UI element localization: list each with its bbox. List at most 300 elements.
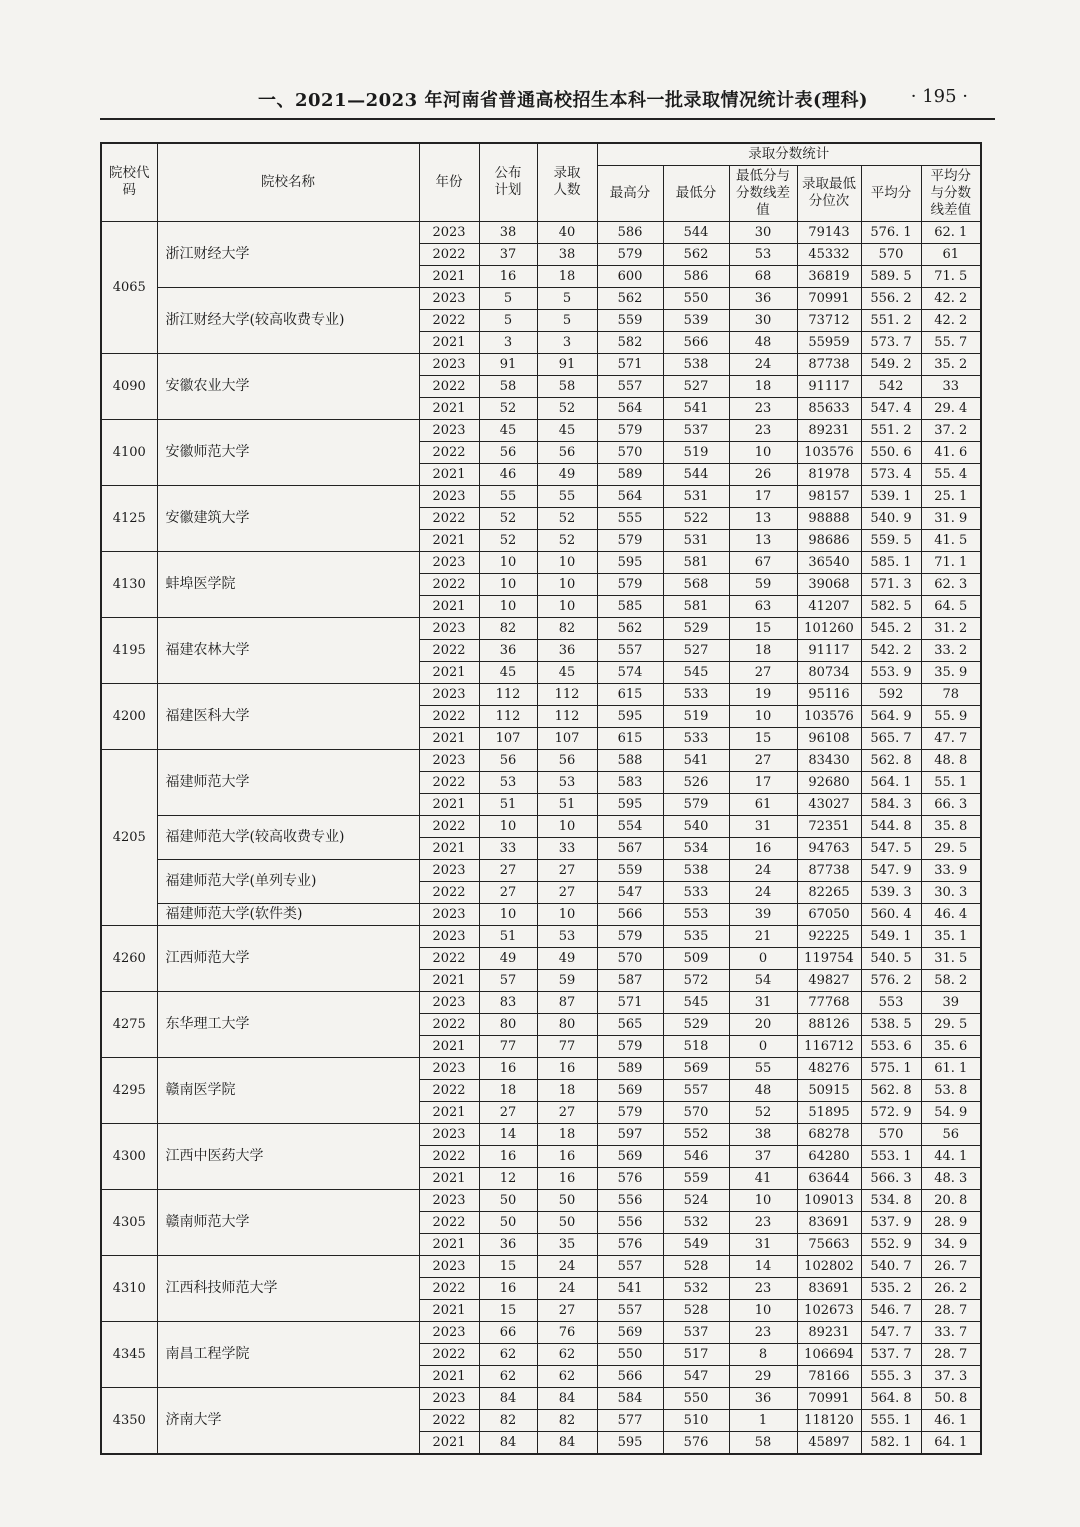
cell-min-rank: 87738 (797, 353, 861, 375)
cell-admitted: 49 (537, 947, 597, 969)
cell-avg-diff: 28. 7 (921, 1343, 981, 1365)
cell-avg-diff: 33 (921, 375, 981, 397)
cell-year: 2021 (419, 1035, 479, 1057)
cell-min-diff: 55 (729, 1057, 797, 1079)
school-name: 安徽农业大学 (157, 353, 419, 419)
cell-max: 589 (597, 463, 663, 485)
col-header-min: 最低分 (663, 165, 729, 221)
cell-min-diff: 29 (729, 1365, 797, 1387)
cell-min-rank: 77768 (797, 991, 861, 1013)
school-name: 蚌埠医学院 (157, 551, 419, 617)
cell-min-rank: 80734 (797, 661, 861, 683)
cell-min-rank: 83430 (797, 749, 861, 771)
cell-min: 550 (663, 287, 729, 309)
cell-min: 510 (663, 1409, 729, 1431)
cell-min-diff: 36 (729, 287, 797, 309)
cell-year: 2021 (419, 397, 479, 419)
cell-min: 522 (663, 507, 729, 529)
cell-avg: 562. 8 (861, 1079, 921, 1101)
cell-admitted: 27 (537, 881, 597, 903)
cell-admitted: 62 (537, 1343, 597, 1365)
cell-plan: 50 (479, 1211, 537, 1233)
school-code: 4345 (101, 1321, 157, 1387)
cell-avg: 584. 3 (861, 793, 921, 815)
cell-max: 567 (597, 837, 663, 859)
cell-min-rank: 119754 (797, 947, 861, 969)
cell-max: 579 (597, 419, 663, 441)
cell-avg-diff: 56 (921, 1123, 981, 1145)
cell-max: 585 (597, 595, 663, 617)
cell-min-diff: 15 (729, 727, 797, 749)
cell-max: 579 (597, 925, 663, 947)
cell-max: 550 (597, 1343, 663, 1365)
cell-max: 574 (597, 661, 663, 683)
table-row (101, 551, 981, 573)
table-row (101, 749, 981, 771)
cell-admitted: 24 (537, 1255, 597, 1277)
cell-avg-diff: 29. 5 (921, 1013, 981, 1035)
cell-max: 555 (597, 507, 663, 529)
cell-min: 538 (663, 859, 729, 881)
cell-plan: 82 (479, 1409, 537, 1431)
cell-min: 538 (663, 353, 729, 375)
cell-min: 532 (663, 1211, 729, 1233)
cell-max: 587 (597, 969, 663, 991)
cell-avg-diff: 55. 7 (921, 331, 981, 353)
cell-min-rank: 98157 (797, 485, 861, 507)
cell-plan: 37 (479, 243, 537, 265)
cell-avg: 592 (861, 683, 921, 705)
table-row (101, 1057, 981, 1079)
cell-min: 550 (663, 1387, 729, 1409)
cell-admitted: 84 (537, 1387, 597, 1409)
cell-plan: 45 (479, 661, 537, 683)
cell-avg-diff: 31. 5 (921, 947, 981, 969)
cell-year: 2021 (419, 969, 479, 991)
cell-admitted: 38 (537, 243, 597, 265)
cell-plan: 27 (479, 881, 537, 903)
cell-plan: 10 (479, 595, 537, 617)
cell-min-rank: 118120 (797, 1409, 861, 1431)
cell-min-rank: 91117 (797, 639, 861, 661)
cell-year: 2023 (419, 1123, 479, 1145)
school-name: 东华理工大学 (157, 991, 419, 1057)
cell-min-rank: 101260 (797, 617, 861, 639)
table-row (101, 221, 981, 243)
cell-plan: 15 (479, 1255, 537, 1277)
cell-year: 2023 (419, 683, 479, 705)
cell-min-rank: 92680 (797, 771, 861, 793)
cell-avg-diff: 28. 7 (921, 1299, 981, 1321)
cell-avg-diff: 71. 5 (921, 265, 981, 287)
cell-min: 518 (663, 1035, 729, 1057)
cell-plan: 107 (479, 727, 537, 749)
cell-admitted: 5 (537, 287, 597, 309)
cell-min-rank: 68278 (797, 1123, 861, 1145)
header-rule (100, 118, 995, 120)
cell-year: 2022 (419, 375, 479, 397)
cell-min-rank: 70991 (797, 287, 861, 309)
cell-admitted: 52 (537, 507, 597, 529)
cell-min-rank: 94763 (797, 837, 861, 859)
cell-avg-diff: 26. 2 (921, 1277, 981, 1299)
cell-max: 582 (597, 331, 663, 353)
cell-min-rank: 49827 (797, 969, 861, 991)
cell-admitted: 24 (537, 1277, 597, 1299)
cell-admitted: 77 (537, 1035, 597, 1057)
cell-admitted: 50 (537, 1211, 597, 1233)
cell-min-diff: 58 (729, 1431, 797, 1454)
cell-max: 569 (597, 1145, 663, 1167)
col-header-max: 最高分 (597, 165, 663, 221)
cell-min: 549 (663, 1233, 729, 1255)
cell-admitted: 10 (537, 903, 597, 925)
cell-plan: 33 (479, 837, 537, 859)
cell-year: 2023 (419, 617, 479, 639)
cell-min: 528 (663, 1299, 729, 1321)
cell-min-diff: 13 (729, 507, 797, 529)
cell-avg-diff: 33. 9 (921, 859, 981, 881)
cell-avg-diff: 62. 1 (921, 221, 981, 243)
cell-year: 2021 (419, 265, 479, 287)
cell-avg-diff: 64. 1 (921, 1431, 981, 1454)
cell-max: 576 (597, 1167, 663, 1189)
table-row (101, 1321, 981, 1343)
cell-max: 579 (597, 573, 663, 595)
cell-plan: 112 (479, 705, 537, 727)
table-row (101, 419, 981, 441)
cell-avg-diff: 42. 2 (921, 287, 981, 309)
cell-admitted: 53 (537, 771, 597, 793)
cell-admitted: 36 (537, 639, 597, 661)
cell-max: 595 (597, 551, 663, 573)
cell-plan: 49 (479, 947, 537, 969)
cell-max: 577 (597, 1409, 663, 1431)
cell-avg-diff: 37. 3 (921, 1365, 981, 1387)
school-name: 福建师范大学 (157, 749, 419, 815)
cell-avg: 575. 1 (861, 1057, 921, 1079)
cell-plan: 14 (479, 1123, 537, 1145)
cell-min-rank: 55959 (797, 331, 861, 353)
cell-plan: 66 (479, 1321, 537, 1343)
cell-avg-diff: 66. 3 (921, 793, 981, 815)
cell-admitted: 56 (537, 749, 597, 771)
cell-avg-diff: 71. 1 (921, 551, 981, 573)
page-number: · 195 · (910, 86, 968, 107)
cell-plan: 56 (479, 749, 537, 771)
table-row (101, 991, 981, 1013)
cell-plan: 16 (479, 1057, 537, 1079)
cell-min-diff: 0 (729, 1035, 797, 1057)
school-code: 4300 (101, 1123, 157, 1189)
cell-avg: 564. 1 (861, 771, 921, 793)
cell-year: 2021 (419, 1101, 479, 1123)
cell-year: 2023 (419, 903, 479, 925)
cell-min-diff: 36 (729, 1387, 797, 1409)
cell-plan: 51 (479, 793, 537, 815)
cell-plan: 16 (479, 265, 537, 287)
cell-max: 562 (597, 617, 663, 639)
cell-avg-diff: 39 (921, 991, 981, 1013)
cell-avg-diff: 47. 7 (921, 727, 981, 749)
cell-year: 2022 (419, 771, 479, 793)
cell-avg: 582. 1 (861, 1431, 921, 1454)
cell-min-diff: 19 (729, 683, 797, 705)
cell-avg: 547. 4 (861, 397, 921, 419)
cell-avg: 540. 5 (861, 947, 921, 969)
cell-min-diff: 48 (729, 331, 797, 353)
cell-min-diff: 67 (729, 551, 797, 573)
cell-avg: 556. 2 (861, 287, 921, 309)
school-code: 4065 (101, 221, 157, 353)
cell-avg: 553. 1 (861, 1145, 921, 1167)
cell-avg-diff: 44. 1 (921, 1145, 981, 1167)
cell-min-rank: 83691 (797, 1211, 861, 1233)
cell-year: 2023 (419, 485, 479, 507)
cell-plan: 3 (479, 331, 537, 353)
cell-avg: 570 (861, 1123, 921, 1145)
cell-max: 571 (597, 991, 663, 1013)
cell-avg-diff: 35. 8 (921, 815, 981, 837)
cell-min: 540 (663, 815, 729, 837)
cell-year: 2022 (419, 1277, 479, 1299)
school-name: 福建医科大学 (157, 683, 419, 749)
school-name: 安徽师范大学 (157, 419, 419, 485)
cell-avg: 550. 6 (861, 441, 921, 463)
school-code: 4125 (101, 485, 157, 551)
cell-min-rank: 96108 (797, 727, 861, 749)
cell-avg-diff: 33. 7 (921, 1321, 981, 1343)
cell-min: 531 (663, 485, 729, 507)
cell-admitted: 16 (537, 1145, 597, 1167)
cell-avg: 549. 1 (861, 925, 921, 947)
cell-avg: 553 (861, 991, 921, 1013)
cell-min-rank: 102802 (797, 1255, 861, 1277)
cell-min-rank: 116712 (797, 1035, 861, 1057)
page-header (100, 86, 980, 114)
cell-min-diff: 23 (729, 419, 797, 441)
cell-admitted: 27 (537, 859, 597, 881)
col-header-avg-diff: 平均分与分数线差值 (921, 165, 981, 221)
cell-avg: 572. 9 (861, 1101, 921, 1123)
cell-min-diff: 63 (729, 595, 797, 617)
cell-max: 570 (597, 441, 663, 463)
cell-min-rank: 45332 (797, 243, 861, 265)
school-code: 4305 (101, 1189, 157, 1255)
cell-plan: 5 (479, 309, 537, 331)
cell-avg: 589. 5 (861, 265, 921, 287)
cell-plan: 18 (479, 1079, 537, 1101)
cell-plan: 83 (479, 991, 537, 1013)
cell-admitted: 112 (537, 683, 597, 705)
cell-avg-diff: 35. 9 (921, 661, 981, 683)
cell-max: 569 (597, 1079, 663, 1101)
cell-avg-diff: 29. 5 (921, 837, 981, 859)
cell-avg: 555. 1 (861, 1409, 921, 1431)
school-code: 4195 (101, 617, 157, 683)
cell-min: 576 (663, 1431, 729, 1454)
cell-admitted: 82 (537, 617, 597, 639)
cell-max: 584 (597, 1387, 663, 1409)
col-header-name: 院校名称 (157, 143, 419, 221)
cell-min-rank: 45897 (797, 1431, 861, 1454)
cell-min-rank: 64280 (797, 1145, 861, 1167)
cell-min-rank: 72351 (797, 815, 861, 837)
cell-plan: 12 (479, 1167, 537, 1189)
cell-avg-diff: 30. 3 (921, 881, 981, 903)
school-name: 江西中医药大学 (157, 1123, 419, 1189)
cell-admitted: 35 (537, 1233, 597, 1255)
school-code: 4295 (101, 1057, 157, 1123)
cell-min: 533 (663, 683, 729, 705)
school-name: 福建师范大学(软件类) (157, 903, 419, 925)
cell-max: 589 (597, 1057, 663, 1079)
cell-min-rank: 98686 (797, 529, 861, 551)
cell-admitted: 80 (537, 1013, 597, 1035)
table-row (101, 859, 981, 881)
cell-avg-diff: 48. 8 (921, 749, 981, 771)
cell-min-rank: 89231 (797, 419, 861, 441)
cell-year: 2021 (419, 529, 479, 551)
school-name: 福建农林大学 (157, 617, 419, 683)
col-header-plan: 公布计划 (479, 143, 537, 221)
cell-year: 2022 (419, 1409, 479, 1431)
cell-avg: 539. 1 (861, 485, 921, 507)
table-row (101, 815, 981, 837)
cell-admitted: 10 (537, 573, 597, 595)
cell-admitted: 10 (537, 551, 597, 573)
cell-year: 2022 (419, 507, 479, 529)
cell-avg: 564. 8 (861, 1387, 921, 1409)
col-header-score-stats: 录取分数统计 (597, 143, 981, 165)
cell-min: 547 (663, 1365, 729, 1387)
cell-admitted: 59 (537, 969, 597, 991)
school-name: 江西科技师范大学 (157, 1255, 419, 1321)
cell-avg-diff: 78 (921, 683, 981, 705)
cell-year: 2022 (419, 881, 479, 903)
cell-min-diff: 24 (729, 353, 797, 375)
cell-min-diff: 24 (729, 859, 797, 881)
cell-avg: 566. 3 (861, 1167, 921, 1189)
cell-plan: 52 (479, 397, 537, 419)
cell-year: 2021 (419, 595, 479, 617)
cell-avg: 565. 7 (861, 727, 921, 749)
cell-max: 564 (597, 485, 663, 507)
cell-min: 534 (663, 837, 729, 859)
cell-year: 2022 (419, 573, 479, 595)
cell-min-diff: 59 (729, 573, 797, 595)
table-row (101, 1387, 981, 1409)
cell-admitted: 52 (537, 397, 597, 419)
cell-min: 528 (663, 1255, 729, 1277)
cell-avg-diff: 64. 5 (921, 595, 981, 617)
cell-max: 557 (597, 375, 663, 397)
cell-plan: 91 (479, 353, 537, 375)
cell-plan: 38 (479, 221, 537, 243)
table-body (101, 221, 981, 1454)
cell-min-rank: 82265 (797, 881, 861, 903)
cell-avg: 553. 6 (861, 1035, 921, 1057)
cell-max: 559 (597, 309, 663, 331)
col-header-year: 年份 (419, 143, 479, 221)
cell-min: 569 (663, 1057, 729, 1079)
cell-max: 586 (597, 221, 663, 243)
cell-avg-diff: 61. 1 (921, 1057, 981, 1079)
cell-admitted: 18 (537, 1123, 597, 1145)
cell-avg: 553. 9 (861, 661, 921, 683)
cell-avg-diff: 25. 1 (921, 485, 981, 507)
cell-avg-diff: 42. 2 (921, 309, 981, 331)
cell-avg-diff: 35. 1 (921, 925, 981, 947)
cell-max: 571 (597, 353, 663, 375)
cell-min: 532 (663, 1277, 729, 1299)
cell-admitted: 52 (537, 529, 597, 551)
cell-avg-diff: 58. 2 (921, 969, 981, 991)
cell-min: 529 (663, 617, 729, 639)
table-row (101, 287, 981, 309)
cell-max: 600 (597, 265, 663, 287)
cell-max: 547 (597, 881, 663, 903)
cell-year: 2023 (419, 859, 479, 881)
cell-year: 2021 (419, 1431, 479, 1454)
cell-avg: 551. 2 (861, 309, 921, 331)
cell-min-rank: 67050 (797, 903, 861, 925)
cell-min-rank: 51895 (797, 1101, 861, 1123)
cell-min-rank: 41207 (797, 595, 861, 617)
cell-min: 586 (663, 265, 729, 287)
cell-year: 2023 (419, 749, 479, 771)
col-header-min-rank: 录取最低分位次 (797, 165, 861, 221)
cell-admitted: 82 (537, 1409, 597, 1431)
cell-min-diff: 18 (729, 375, 797, 397)
cell-avg: 559. 5 (861, 529, 921, 551)
school-name: 赣南医学院 (157, 1057, 419, 1123)
cell-max: 579 (597, 1101, 663, 1123)
cell-avg-diff: 34. 9 (921, 1233, 981, 1255)
cell-admitted: 27 (537, 1101, 597, 1123)
cell-min: 570 (663, 1101, 729, 1123)
cell-admitted: 62 (537, 1365, 597, 1387)
cell-avg-diff: 31. 9 (921, 507, 981, 529)
cell-min: 545 (663, 661, 729, 683)
cell-plan: 82 (479, 617, 537, 639)
cell-min-diff: 23 (729, 1277, 797, 1299)
cell-year: 2023 (419, 1321, 479, 1343)
cell-min-rank: 36540 (797, 551, 861, 573)
cell-plan: 45 (479, 419, 537, 441)
cell-min-diff: 24 (729, 881, 797, 903)
cell-min: 526 (663, 771, 729, 793)
cell-min-diff: 61 (729, 793, 797, 815)
cell-admitted: 49 (537, 463, 597, 485)
cell-avg: 537. 9 (861, 1211, 921, 1233)
cell-max: 579 (597, 1035, 663, 1057)
table-row (101, 353, 981, 375)
cell-avg: 560. 4 (861, 903, 921, 925)
cell-min-diff: 17 (729, 485, 797, 507)
cell-min: 537 (663, 1321, 729, 1343)
cell-admitted: 107 (537, 727, 597, 749)
cell-avg: 542 (861, 375, 921, 397)
cell-avg-diff: 46. 4 (921, 903, 981, 925)
school-code: 4090 (101, 353, 157, 419)
cell-plan: 57 (479, 969, 537, 991)
cell-avg: 564. 9 (861, 705, 921, 727)
cell-min-diff: 1 (729, 1409, 797, 1431)
cell-max: 556 (597, 1211, 663, 1233)
cell-min: 524 (663, 1189, 729, 1211)
cell-min-rank: 103576 (797, 441, 861, 463)
